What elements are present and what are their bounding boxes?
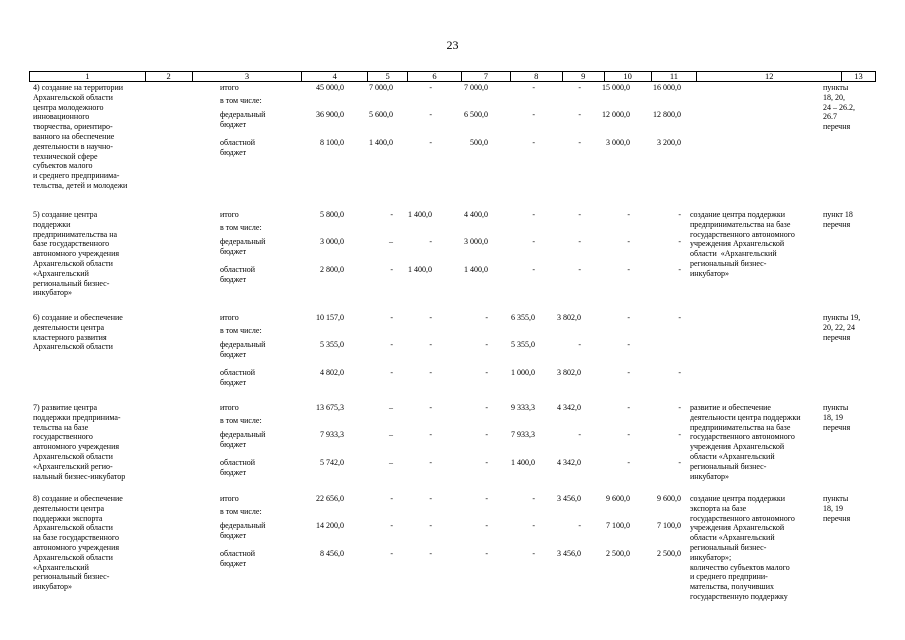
- amount-cell: 3 802,0: [557, 313, 581, 322]
- amount-cell: -: [678, 265, 681, 274]
- measure-name: 8) создание и обеспечение деятельности центра поддержки экспорта Архангельской области на базе государственного автономного учреждения Архангельской области «Архангельский региональный бизнес- инкубатор»: [33, 494, 123, 592]
- funding-source-label: федеральный бюджет: [220, 521, 266, 540]
- amount-cell: 36 900,0: [316, 110, 344, 119]
- reference-points: пункты 18, 19 перечня: [823, 494, 851, 523]
- amount-cell: 3 802,0: [557, 368, 581, 377]
- amount-cell: 22 656,0: [316, 494, 344, 503]
- amount-cell: -: [578, 521, 581, 530]
- amount-cell: 14 200,0: [316, 521, 344, 530]
- measure-name: 4) создание на территории Архангельской области центра молодежного инновационного творчества, ориентиро- ванного на обеспечение деятельности в научно- технической сфере субъектов малого и среднего предпринима- тельства, детей и молодежи: [33, 83, 128, 190]
- amount-cell: 4 342,0: [557, 458, 581, 467]
- amount-cell: -: [532, 83, 535, 92]
- amount-cell: –: [389, 458, 393, 467]
- amount-cell: 10 157,0: [316, 313, 344, 322]
- amount-cell: 7 100,0: [657, 521, 681, 530]
- amount-cell: -: [678, 313, 681, 322]
- funding-source-label: областной бюджет: [220, 549, 256, 568]
- amount-cell: –: [389, 430, 393, 439]
- amount-cell: -: [390, 340, 393, 349]
- amount-cell: 8 100,0: [320, 138, 344, 147]
- amount-cell: -: [532, 521, 535, 530]
- header-col-12: 12: [696, 72, 841, 81]
- amount-cell: –: [389, 403, 393, 412]
- amount-cell: -: [429, 403, 432, 412]
- amount-cell: -: [578, 430, 581, 439]
- reference-points: пункты 18, 20, 24 – 26.2, 26.7 перечня: [823, 83, 855, 132]
- amount-cell: 5 355,0: [320, 340, 344, 349]
- funding-source-label: областной бюджет: [220, 368, 256, 387]
- amount-cell: 7 000,0: [464, 83, 488, 92]
- funding-source-label: областной бюджет: [220, 265, 256, 284]
- header-col-1: 1: [85, 71, 90, 81]
- table-header: [29, 71, 876, 82]
- amount-cell: –: [389, 237, 393, 246]
- amount-cell: 2 500,0: [657, 549, 681, 558]
- amount-cell: 5 355,0: [511, 340, 535, 349]
- amount-cell: -: [532, 138, 535, 147]
- reference-points: пункт 18 перечня: [823, 210, 853, 229]
- amount-cell: 3 000,0: [606, 138, 630, 147]
- amount-cell: 3 000,0: [320, 237, 344, 246]
- amount-cell: 3 456,0: [557, 549, 581, 558]
- funding-source-label: федеральный бюджет: [220, 110, 266, 129]
- amount-cell: -: [578, 138, 581, 147]
- measure-name: 7) развитие центра поддержки предпринима- тельства на базе государственного автономного учреждения Архангельской области «Архангельский регио- нальный бизнес-инкубатор: [33, 403, 126, 481]
- header-col-7: 7: [461, 72, 510, 81]
- amount-cell: 7 933,3: [320, 430, 344, 439]
- amount-cell: 1 400,0: [369, 138, 393, 147]
- amount-cell: -: [429, 458, 432, 467]
- amount-cell: -: [429, 138, 432, 147]
- amount-cell: -: [485, 549, 488, 558]
- funding-source-label: итого: [220, 313, 239, 322]
- amount-cell: -: [390, 521, 393, 530]
- amount-cell: 9 333,3: [511, 403, 535, 412]
- header-col-9: 9: [562, 72, 604, 81]
- amount-cell: 16 000,0: [653, 83, 681, 92]
- page-number: 23: [446, 38, 459, 52]
- amount-cell: -: [532, 549, 535, 558]
- amount-cell: -: [678, 210, 681, 219]
- header-col-10: 10: [604, 72, 651, 81]
- amount-cell: -: [578, 110, 581, 119]
- amount-cell: 2 500,0: [606, 549, 630, 558]
- funding-source-label: в том числе:: [220, 96, 262, 105]
- amount-cell: -: [485, 340, 488, 349]
- header-col-3: 3: [192, 72, 302, 81]
- amount-cell: -: [485, 313, 488, 322]
- amount-cell: -: [627, 313, 630, 322]
- amount-cell: 3 456,0: [557, 494, 581, 503]
- amount-cell: 7 933,3: [511, 430, 535, 439]
- amount-cell: -: [429, 237, 432, 246]
- amount-cell: -: [678, 458, 681, 467]
- amount-cell: 1 400,0: [408, 265, 432, 274]
- amount-cell: -: [578, 210, 581, 219]
- amount-cell: -: [532, 210, 535, 219]
- amount-cell: -: [429, 521, 432, 530]
- amount-cell: -: [678, 430, 681, 439]
- funding-source-label: итого: [220, 83, 239, 92]
- result-description: создание центра поддержки экспорта на базе государственного автономного учреждения Архангельской области «Архангельский региональный бизнес- инкубатор»; количество субъектов малого и среднего предприни- мательства, получивших государственную поддержку: [690, 494, 795, 601]
- amount-cell: 8 456,0: [320, 549, 344, 558]
- funding-source-label: в том числе:: [220, 416, 262, 425]
- amount-cell: 5 600,0: [369, 110, 393, 119]
- funding-source-label: федеральный бюджет: [220, 237, 266, 256]
- amount-cell: 6 355,0: [511, 313, 535, 322]
- amount-cell: -: [429, 549, 432, 558]
- amount-cell: -: [429, 110, 432, 119]
- amount-cell: -: [429, 83, 432, 92]
- funding-source-label: федеральный бюджет: [220, 430, 266, 449]
- amount-cell: -: [532, 110, 535, 119]
- amount-cell: 1 400,0: [511, 458, 535, 467]
- amount-cell: 1 000,0: [511, 368, 535, 377]
- amount-cell: 3 000,0: [464, 237, 488, 246]
- header-col-11: 11: [651, 72, 697, 81]
- amount-cell: -: [390, 368, 393, 377]
- reference-points: пункты 19, 20, 22, 24 перечня: [823, 313, 861, 342]
- amount-cell: -: [485, 494, 488, 503]
- amount-cell: -: [485, 403, 488, 412]
- amount-cell: -: [429, 340, 432, 349]
- amount-cell: -: [390, 313, 393, 322]
- amount-cell: -: [485, 368, 488, 377]
- funding-source-label: федеральный бюджет: [220, 340, 266, 359]
- amount-cell: 5 742,0: [320, 458, 344, 467]
- amount-cell: 9 600,0: [606, 494, 630, 503]
- amount-cell: -: [390, 494, 393, 503]
- header-col-13: 13: [841, 72, 875, 81]
- amount-cell: 1 400,0: [408, 210, 432, 219]
- amount-cell: -: [532, 265, 535, 274]
- reference-points: пункты 18, 19 перечня: [823, 403, 851, 432]
- amount-cell: -: [678, 403, 681, 412]
- amount-cell: -: [429, 313, 432, 322]
- amount-cell: -: [485, 521, 488, 530]
- header-col-2: 2: [145, 72, 192, 81]
- measure-name: 5) создание центра поддержки предпринимательства на базе государственного автономного учреждения Архангельской области «Архангельский региональный бизнес- инкубатор»: [33, 210, 120, 298]
- amount-cell: -: [627, 430, 630, 439]
- header-col-8: 8: [510, 72, 562, 81]
- funding-source-label: в том числе:: [220, 223, 262, 232]
- amount-cell: 7 100,0: [606, 521, 630, 530]
- amount-cell: -: [627, 237, 630, 246]
- amount-cell: 4 342,0: [557, 403, 581, 412]
- result-description: создание центра поддержки предпринимательства на базе государственного автономного учреждения Архангельской области «Архангельский региональный бизнес- инкубатор»: [690, 210, 795, 278]
- amount-cell: -: [429, 430, 432, 439]
- amount-cell: 2 800,0: [320, 265, 344, 274]
- funding-source-label: областной бюджет: [220, 458, 256, 477]
- amount-cell: -: [429, 368, 432, 377]
- amount-cell: -: [678, 368, 681, 377]
- funding-source-label: итого: [220, 403, 239, 412]
- header-col-5: 5: [367, 72, 407, 81]
- amount-cell: -: [578, 265, 581, 274]
- amount-cell: -: [532, 237, 535, 246]
- funding-source-label: итого: [220, 494, 239, 503]
- amount-cell: -: [627, 403, 630, 412]
- amount-cell: -: [578, 340, 581, 349]
- amount-cell: 9 600,0: [657, 494, 681, 503]
- amount-cell: -: [532, 494, 535, 503]
- funding-source-label: итого: [220, 210, 239, 219]
- amount-cell: -: [485, 430, 488, 439]
- funding-source-label: в том числе:: [220, 507, 262, 516]
- header-col-4: 4: [301, 72, 367, 81]
- amount-cell: 12 000,0: [602, 110, 630, 119]
- amount-cell: -: [578, 83, 581, 92]
- amount-cell: -: [390, 549, 393, 558]
- amount-cell: -: [578, 237, 581, 246]
- amount-cell: -: [627, 458, 630, 467]
- amount-cell: 45 000,0: [316, 83, 344, 92]
- amount-cell: -: [429, 494, 432, 503]
- funding-source-label: в том числе:: [220, 326, 262, 335]
- amount-cell: 4 802,0: [320, 368, 344, 377]
- amount-cell: -: [390, 265, 393, 274]
- amount-cell: -: [390, 210, 393, 219]
- amount-cell: 3 200,0: [657, 138, 681, 147]
- measure-name: 6) создание и обеспечение деятельности центра кластерного развития Архангельской области: [33, 313, 123, 352]
- funding-source-label: областной бюджет: [220, 138, 256, 157]
- amount-cell: -: [627, 265, 630, 274]
- amount-cell: -: [627, 340, 630, 349]
- amount-cell: 5 800,0: [320, 210, 344, 219]
- amount-cell: 4 400,0: [464, 210, 488, 219]
- amount-cell: -: [627, 368, 630, 377]
- amount-cell: 7 000,0: [369, 83, 393, 92]
- result-description: развитие и обеспечение деятельности центра поддержки предпринимательства на базе государственного автономного учреждения Архангельской области «Архангельский региональный бизнес- инкубатор»: [690, 403, 801, 481]
- amount-cell: -: [485, 458, 488, 467]
- amount-cell: 500,0: [470, 138, 488, 147]
- amount-cell: -: [678, 237, 681, 246]
- amount-cell: 15 000,0: [602, 83, 630, 92]
- header-col-6: 6: [407, 72, 461, 81]
- amount-cell: 12 800,0: [653, 110, 681, 119]
- amount-cell: 1 400,0: [464, 265, 488, 274]
- amount-cell: 6 500,0: [464, 110, 488, 119]
- amount-cell: -: [627, 210, 630, 219]
- amount-cell: 13 675,3: [316, 403, 344, 412]
